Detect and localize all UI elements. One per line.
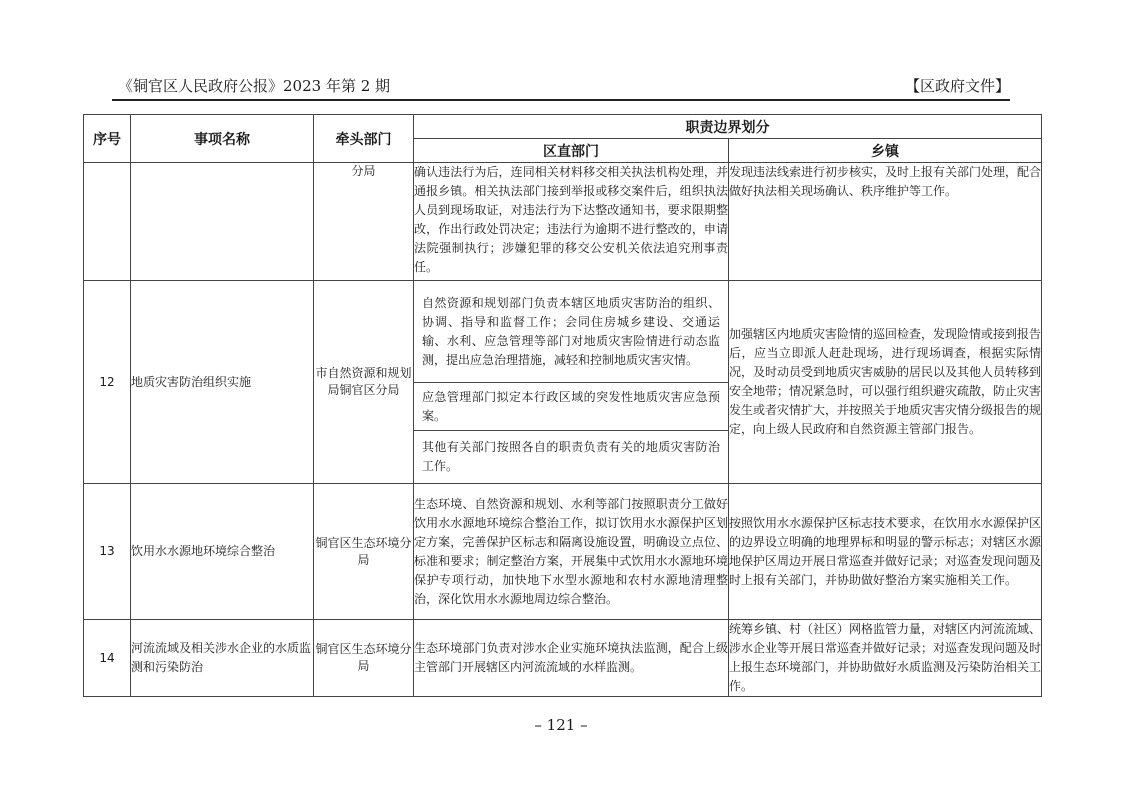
header-boundary: 职责边界划分 — [414, 115, 1042, 139]
district-item: 其他有关部门按照各自的职责负责有关的地质灾害防治工作。 — [422, 439, 720, 473]
section-label: 【区政府文件】 — [904, 77, 1010, 95]
row-town: 加强辖区内地质灾害险情的巡回检查，发现险情或接到报告后，应当立即派人赶赴现场，进行现场调查，根据实际情况，及时动员受到地质灾害威胁的居民以及其他人员转移到安全地带；情况紧急时，可以强行组织避灾疏散，防止灾害发生或者灾情扩大，并按照关于地质灾害灾情分级报告的规定，向上级人民政府和自然资源主管部门报告。 — [729, 281, 1042, 484]
header-no: 序号 — [84, 115, 131, 163]
row-district: 确认违法行为后，连同相关材料移交相关执法机构处理，并通报乡镇。相关执法部门接到举报或移交案件后，组织执法人员到现场取证，对违法行为下达整改通知书，要求限期整改，作出行政处罚决定；违法行为逾期不进行整改的，申请法院强制执行；涉嫌犯罪的移交公安机关依法追究刑事责任。 — [414, 163, 729, 281]
row-lead: 分局 — [314, 163, 414, 281]
table-row — [84, 163, 1042, 281]
row-no: 14 — [84, 620, 131, 697]
row-town: 按照饮用水水源保护区标志技术要求，在饮用水水源保护区的边界设立明确的地理界标和明显的警示标志；对辖区水源地保护区周边开展日常巡查并做好记录；对巡查发现问题及时上报有关部门，并协助做好整治方案实施相关工作。 — [729, 484, 1042, 620]
row-district — [414, 281, 729, 484]
row-town: 发现违法线索进行初步核实，及时上报有关部门处理，配合做好执法相关现场确认、秩序维护等工作。 — [729, 163, 1042, 281]
row-no — [84, 163, 131, 281]
table-row — [84, 281, 1042, 484]
row-district: 生态环境部门负责对涉水企业实施环境执法监测，配合上级主管部门开展辖区内河流流域的水样监测。 — [414, 620, 729, 697]
row-district: 生态环境、自然资源和规划、水利等部门按照职责分工做好饮用水水源地环境综合整治工作，拟订饮用水水源保护区划定方案，完善保护区标志和隔离设施设置，明确设立点位、标准和要求；制定整治方案，开展集中式饮用水水源地环境保护专项行动，加快地下水型水源地和农村水源地清理整治，深化饮用水水源地周边综合整治。 — [414, 484, 729, 620]
header-lead: 牵头部门 — [314, 115, 414, 163]
district-item: 应急管理部门拟定本行政区域的突发性地质灾害应急预案。 — [414, 383, 728, 431]
row-item — [131, 163, 314, 281]
row-lead: 铜官区生态环境分局 — [314, 620, 414, 697]
row-no: 13 — [84, 484, 131, 620]
header-town: 乡镇 — [729, 139, 1042, 163]
header-district: 区直部门 — [414, 139, 729, 163]
header-item: 事项名称 — [131, 115, 314, 163]
row-item: 地质灾害防治组织实施 — [131, 281, 314, 484]
page-number: – 121 – — [534, 716, 588, 734]
row-no: 12 — [84, 281, 131, 484]
district-item: 自然资源和规划部门负责本辖区地质灾害防治的组织、协调、指导和监督工作；会同住房城乡建设、交通运输、水利、应急管理等部门对地质灾害险情进行动态监测，提出应急治理措施，减轻和控制地质灾害灾情。 — [414, 282, 728, 383]
responsibility-table — [83, 114, 1042, 697]
bulletin-title: 《铜官区人民政府公报》2023 年第 2 期 — [118, 77, 391, 95]
header-rule — [112, 99, 1010, 101]
row-lead: 市自然资源和规划局铜官区分局 — [314, 281, 414, 484]
row-item: 饮用水水源地环境综合整治 — [131, 484, 314, 620]
row-town: 统筹乡镇、村（社区）网格监管力量，对辖区内河流流域、涉水企业等开展日常巡查并做好记录；对巡查发现问题及时上报生态环境部门，并协助做好水质监测及污染防治相关工作。 — [729, 620, 1042, 697]
row-item: 河流流域及相关涉水企业的水质监测和污染防治 — [131, 620, 314, 697]
row-lead: 铜官区生态环境分局 — [314, 484, 414, 620]
table-row — [84, 620, 1042, 697]
table-row — [84, 484, 1042, 620]
